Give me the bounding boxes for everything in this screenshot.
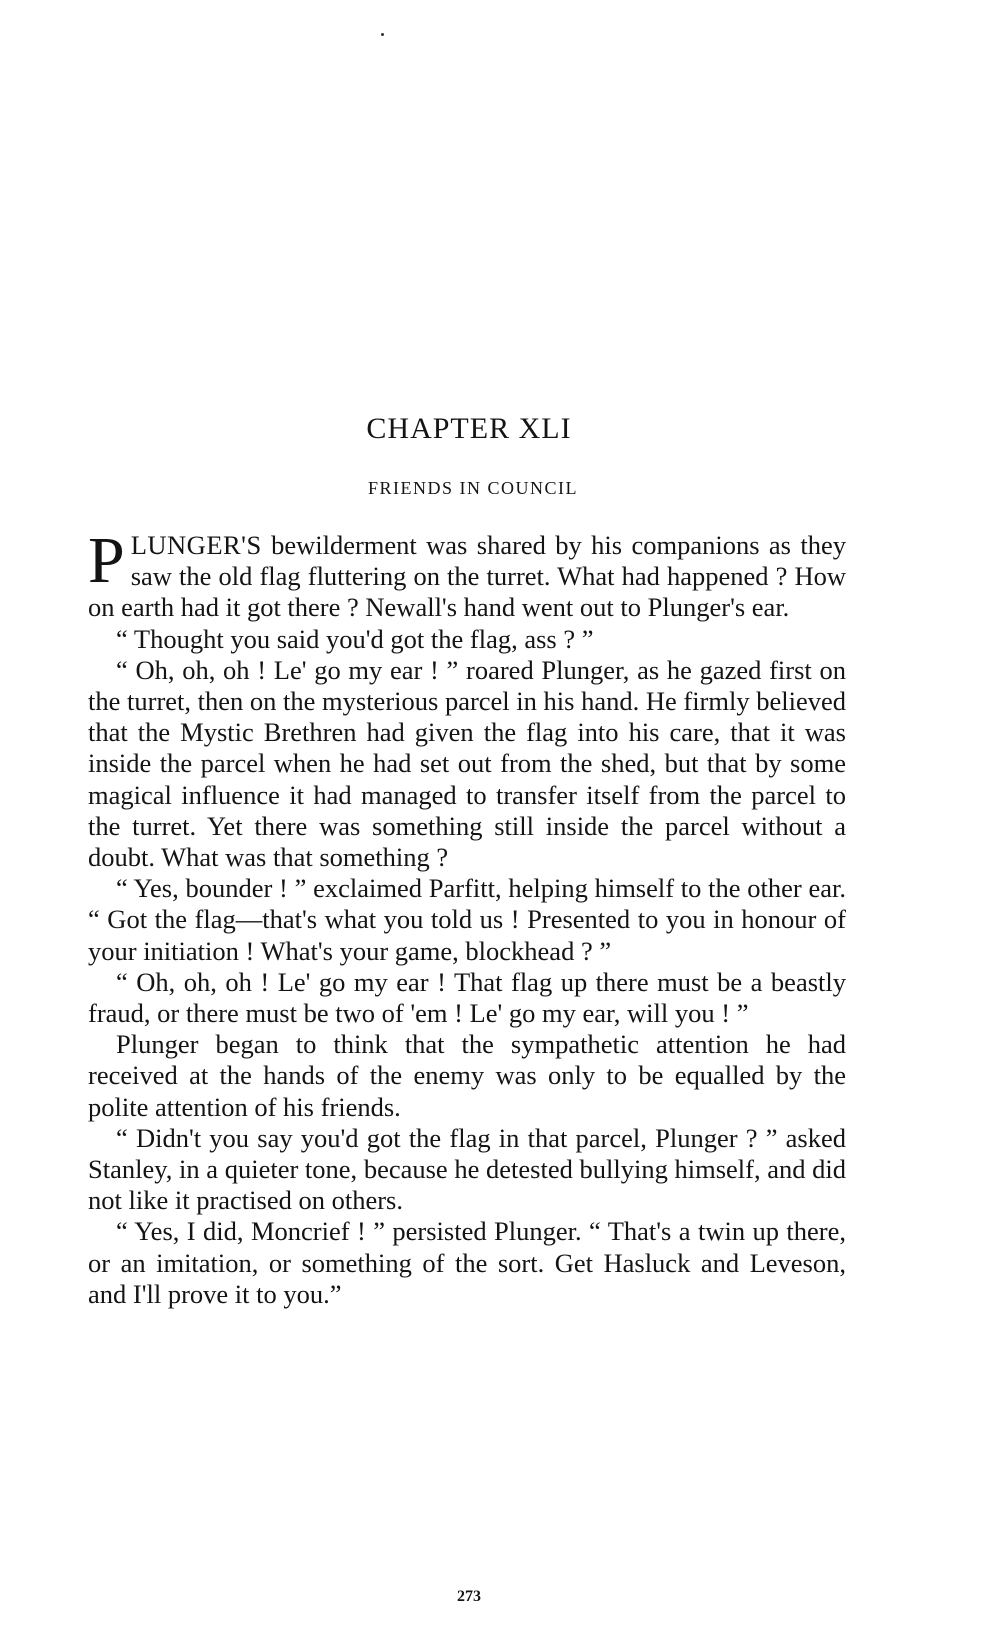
- page-number: 273: [457, 1588, 481, 1605]
- paragraph: “ Thought you said you'd got the flag, ass ? ”: [116, 623, 594, 654]
- paragraph: “ Didn't you say you'd got the flag in that parcel, Plunger ? ” asked Stanley, in a quieter tone, because he detested bullying himself, and did not like it practised on others.: [88, 1122, 846, 1216]
- paragraph: “ Yes, I did, Moncrief ! ” persisted Plunger. “ That's a twin up there, or an imitation, or something of the sort. Get Hasluck and Leveson, and I'll prove it to you.”: [88, 1216, 846, 1309]
- paragraph: “ Oh, oh, oh ! Le' go my ear ! That flag up there must be a beastly fraud, or there must be two of 'em ! Le' go my ear, will you ! ”: [88, 966, 846, 1029]
- paragraph: “ Oh, oh, oh ! Le' go my ear ! ” roared Plunger, as he gazed first on the turret, then on the mysterious parcel in his hand. He firmly believed that the Mystic Brethren had given the flag into his care, that it was inside the parcel when he had set out from the shed, but that by some magical influence it had managed to transfer itself from the parcel to the turret. Yet there was something still inside the parcel without a doubt. What was that something ?: [88, 654, 846, 873]
- print-speck: [381, 33, 384, 36]
- paragraph-text: bewilderment was shared by his companions as they saw the old flag fluttering on the turret. What had happened ? How on earth had it got there ? Newall's hand went out to Plunger's ear.: [88, 530, 846, 623]
- paragraph: Plunger began to think that the sympathetic attention he had received at the hands of the enemy was only to be equalled by the polite attention of his friends.: [88, 1029, 846, 1122]
- paragraph: “ Yes, bounder ! ” exclaimed Parfitt, helping himself to the other ear. “ Got the flag—that's what you told us ! Presented to you in honour of your initiation ! What's your game, blockhead ? ”: [88, 873, 846, 966]
- chapter-subtitle: FRIENDS IN COUNCIL: [367, 478, 578, 498]
- chapter-title: CHAPTER XLI: [366, 412, 572, 445]
- drop-cap: P: [88, 524, 125, 597]
- paragraph: [88, 524, 846, 624]
- opening-word: LUNGER'S: [130, 530, 262, 560]
- chapter-body: [88, 524, 846, 1310]
